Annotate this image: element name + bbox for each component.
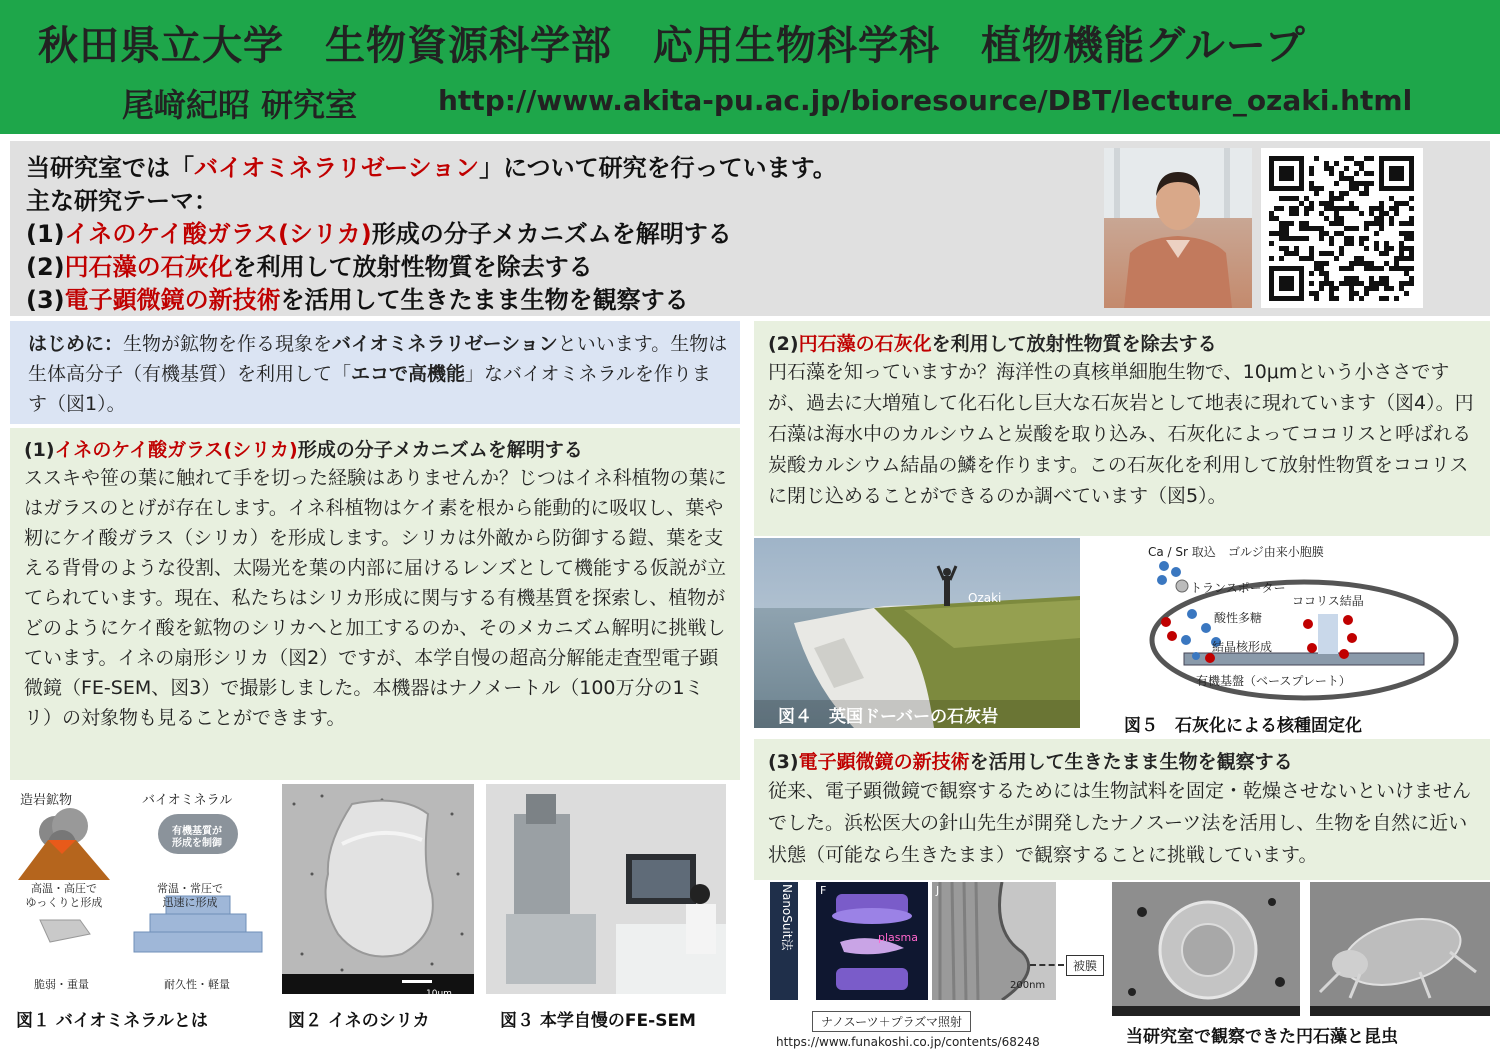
theme-1: (1)イネのケイ酸ガラス(シリカ)形成の分子メカニズムを解明する: [26, 220, 732, 248]
figure-6-panel-j-label: J: [936, 884, 940, 897]
figure-1-right-title: バイオミネラル: [142, 793, 233, 808]
figure-1-right-desc: 常温・常圧で 迅速に形成: [157, 882, 223, 909]
lab-url-link[interactable]: http://www.akita-pu.ac.jp/bioresource/DBT/lecture_ozaki.html: [438, 84, 1413, 117]
figure-3-photo: [486, 784, 726, 994]
section-1-heading: (1)イネのケイ酸ガラス(シリカ)形成の分子メカニズムを解明する: [24, 439, 583, 461]
intro-line-1: 当研究室では「バイオミネラリゼーション」について研究を行っています。: [26, 154, 837, 182]
figure-5-label-acid: 酸性多糖: [1214, 611, 1263, 625]
section-1-body: ススキや笹の葉に触れて手を切った経験はありませんか？じつはイネ科植物の葉にはガラスのとげが存在します。イネ科植物はケイ素を根から能動的に吸収し、葉や籾にケイ酸ガラス（シリカ）を形成します。シリカは外敵から防御する鎧、葉を支える背骨のような役割、太陽光を葉の内部に届けるレンズとして機能する仮説が立てられています。現在、私たちはシリカ形成に関与する有機基質を探索し、植物がどのようにケイ酸を鉱物のシリカへと加工するのか、そのメカニズム解明に挑戦しています。イネの扇形シリカ（図2）ですが、本学自慢の超高分解能走査型電子顕微鏡（FE-SEM、図3）で撮影しました。本機器はナノメートル（100万分の1ミリ）の対象物も見ることができます。: [24, 467, 727, 729]
theme-3: (3)電子顕微鏡の新技術を活用して生きたまま生物を観察する: [26, 286, 689, 314]
figure-2-caption: 図２ イネのシリカ: [288, 1011, 430, 1031]
figure-5-label-base: 有機基盤（ベースプレート）: [1196, 674, 1351, 688]
figure-4-person-label: Ozaki: [968, 591, 1002, 605]
figure-3-caption: 図３ 本学自慢のFE-SEM: [500, 1011, 696, 1031]
figure-1-right-bottom: 耐久性・軽量: [164, 978, 230, 991]
figure-6-method-label: ナノスーツ＋プラズマ照射: [812, 1011, 971, 1032]
figure-5-caption: 図５ 石灰化による核種固定化: [1124, 716, 1362, 736]
figure-5-label-nucleation: 結晶核形成: [1212, 640, 1273, 654]
figure-4-caption: 図４ 英国ドーバーの石灰岩: [778, 707, 999, 727]
figure-4-photo: [754, 538, 1080, 728]
figure-5-label-ca-sr: Ca / Sr 取込: [1148, 545, 1216, 559]
figure-1-left-desc: 高温・高圧で ゆっくりと形成: [25, 882, 103, 909]
section-2-body: 円石藻を知っていますか？海洋性の真核単細胞生物で、10μmという小ささですが、過去に大増殖して化石化し巨大な石灰岩として地表に現れています（図4）。円石藻は海水中のカルシウムと炭酸を取り込み、石灰化によってココリスと呼ばれる炭酸カルシウム結晶の鱗を作ります。この石灰化を利用して放射性物質をココリスに閉じ込めることができるのか調べています（図5）。: [768, 361, 1474, 507]
qr-code[interactable]: [1261, 148, 1423, 308]
figure-7-insect-image: [1310, 882, 1490, 1016]
researcher-photo: [1104, 148, 1252, 308]
introduction-text: はじめに：生物が鉱物を作る現象をバイオミネラリゼーションといいます。生物は生体高分子（有機基質）を利用して「エコで高機能」なバイオミネラルを作ります（図1）。: [28, 333, 728, 415]
intro-line-2: 主な研究テーマ：: [26, 187, 218, 215]
figure-1-caption: 図１ バイオミネラルとは: [16, 1011, 208, 1031]
figure-6-plasma-label: plasma: [878, 931, 918, 944]
figure-5-label-coccolith: ココリス結晶: [1292, 594, 1364, 608]
nanosuit-side-text: NanoSuit法: [780, 884, 794, 951]
figure-6-film-label: 被膜: [1066, 955, 1104, 976]
figure-2-scale: 10μm: [426, 989, 452, 999]
figure-6-scale: 200nm: [1010, 980, 1046, 991]
figure-6-panel-f-label: F: [820, 884, 827, 897]
figure-7-coccolith-image: [1112, 882, 1300, 1016]
section-3-body: 従来、電子顕微鏡で観察するためには生物試料を固定・乾燥させないといけませんでした。浜松医大の針山先生が開発したナノスーツ法を活用し、生物を自然に近い状態（可能なら生きたまま）で観察することに挑戦しています。: [768, 780, 1472, 866]
figure-6-film-pointer: [1030, 964, 1064, 966]
figure-2-sem-image: [282, 784, 474, 994]
section-3-heading: (3)電子顕微鏡の新技術を活用して生きたまま生物を観察する: [768, 751, 1293, 773]
page-title: 秋田県立大学 生物資源科学部 応用生物科学科 植物機能グループ: [38, 23, 1306, 69]
figure-1-bubble: 有機基質が 形成を制御: [172, 826, 222, 849]
figure-1-left-bottom: 脆弱・重量: [34, 978, 89, 991]
figure-6-source[interactable]: https://www.funakoshi.co.jp/contents/68248: [776, 1035, 1040, 1049]
lab-name: 尾﨑紀昭 研究室: [122, 86, 358, 124]
figure-7-caption: 当研究室で観察できた円石藻と昆虫: [1126, 1027, 1398, 1047]
section-2-heading: (2)円石藻の石灰化を利用して放射性物質を除去する: [768, 333, 1217, 355]
figure-1-left-title: 造岩鉱物: [20, 793, 73, 808]
figure-5-label-golgi: ゴルジ由来小胞膜: [1228, 545, 1324, 559]
figure-5-label-transporter: トランスポーター: [1190, 581, 1286, 595]
theme-2: (2)円石藻の石灰化を利用して放射性物質を除去する: [26, 253, 593, 281]
